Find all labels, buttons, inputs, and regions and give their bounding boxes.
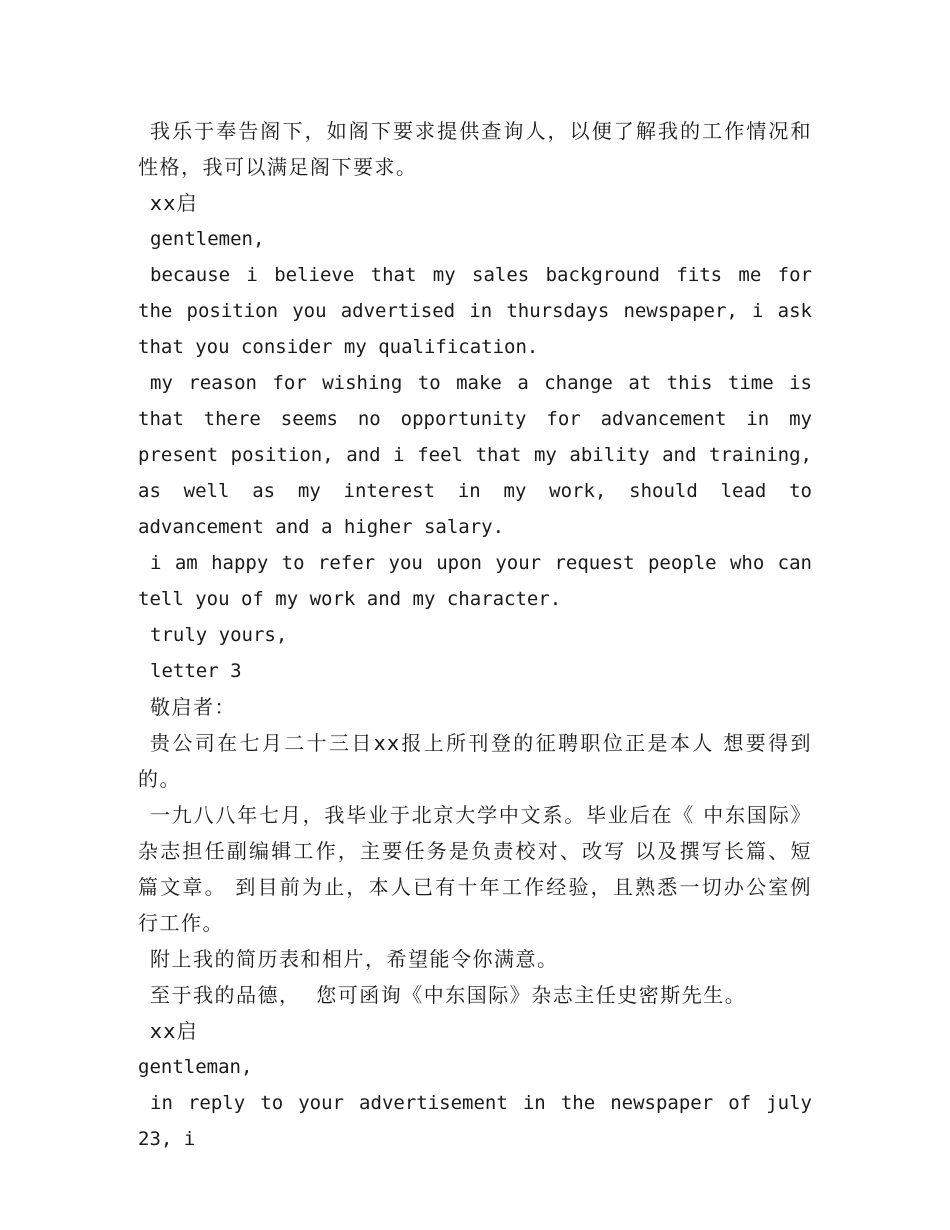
paragraph-reply-advertisement: in reply to your advertisement in the newspaper of july 23, i xyxy=(138,1092,824,1150)
paragraph-references: i am happy to refer you upon your request people who can tell you of my work and my character. xyxy=(138,552,824,610)
salutation-cn: 敬启者： xyxy=(150,695,236,719)
paragraph-sales-background: because i believe that my sales background fits me for the position you advertised in thursdays newspaper, i ask that you consider my qualification. xyxy=(138,264,824,358)
signature-xx-2: xx启 xyxy=(150,1019,199,1043)
letter-heading: letter 3 xyxy=(150,660,242,682)
paragraph-experience-cn: 一九八八年七月，我毕业于北京大学中文系。毕业后在《 中东国际》杂志担任副编辑工作，主要任务是负责校对、改写 以及撰写长篇、短篇文章。 到目前为止，本人已有十年工作经验，且熟悉一切办公室例行工作。 xyxy=(138,803,812,935)
salutation-gentleman: gentleman, xyxy=(138,1056,253,1078)
paragraph-reason-for-change: my reason for wishing to make a change at this time is that there seems no opportunity for advancement in my present position, and i feel that my ability and training, as well as my interest in my work, should lead to advancement and a higher salary. xyxy=(138,372,824,538)
paragraph-attachments-cn: 附上我的简历表和相片，希望能令你满意。 xyxy=(150,947,559,971)
letter-body xyxy=(138,113,824,1157)
paragraph-character-cn: 至于我的品德， 您可函询《中东国际》杂志主任史密斯先生。 xyxy=(150,983,747,1007)
paragraph-referees-cn: 我乐于奉告阁下，如阁下要求提供查询人，以便了解我的工作情况和性格，我可以满足阁下要求。 xyxy=(138,119,812,179)
salutation-gentlemen: gentlemen, xyxy=(150,228,265,250)
paragraph-position-cn: 贵公司在七月二十三日xx报上所刊登的征聘职位正是本人 想要得到的。 xyxy=(138,731,812,791)
signature-xx-1: xx启 xyxy=(150,191,199,215)
closing-truly-yours: truly yours, xyxy=(150,624,288,646)
